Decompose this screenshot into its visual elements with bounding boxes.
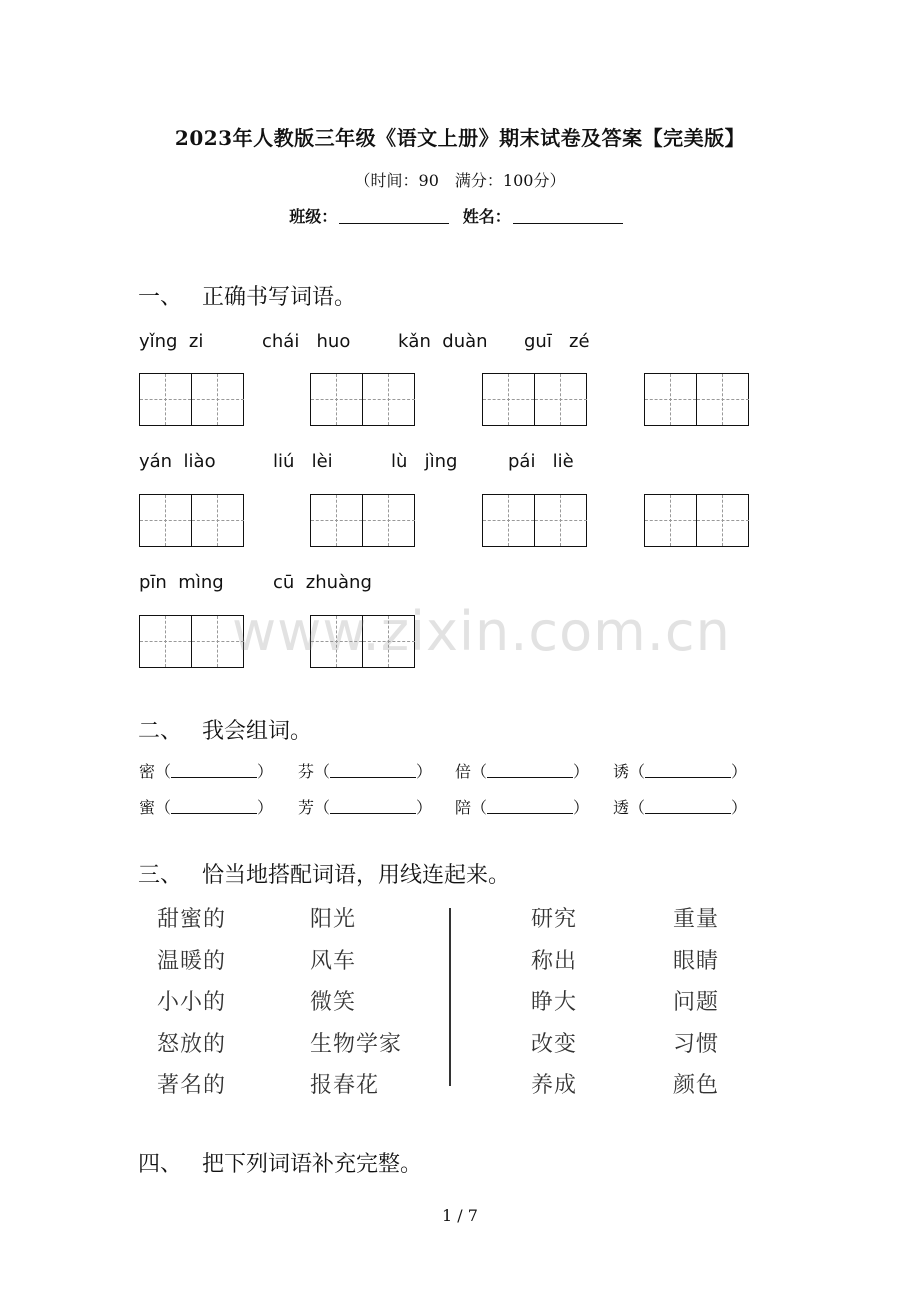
- section-3-heading: [138, 858, 510, 889]
- answer-blank[interactable]: [330, 763, 416, 778]
- answer-blank[interactable]: [487, 799, 573, 814]
- word-item: 透（ ）: [613, 798, 748, 817]
- writing-grid[interactable]: [310, 494, 415, 547]
- answer-blank[interactable]: [645, 799, 731, 814]
- match-word[interactable]: 风车: [310, 949, 357, 974]
- match-word[interactable]: 研究: [531, 907, 578, 932]
- section-1-number: 一、: [138, 285, 183, 310]
- match-word[interactable]: 温暖的: [157, 949, 227, 974]
- answer-blank[interactable]: [171, 799, 257, 814]
- match-word[interactable]: 微笑: [310, 990, 357, 1015]
- column-divider: [449, 908, 451, 1086]
- match-word[interactable]: 颜色: [673, 1073, 720, 1098]
- section-1-heading: [138, 280, 356, 311]
- pinyin-label: liú lèi: [273, 451, 333, 472]
- word-item: 陪（ ）: [455, 798, 590, 817]
- match-word[interactable]: 小小的: [157, 990, 227, 1015]
- section-4-heading: [138, 1147, 422, 1178]
- exam-info: （时间：90 满分：100分）: [354, 171, 566, 190]
- match-word[interactable]: 著名的: [157, 1073, 227, 1098]
- pinyin-label: lù jìng: [391, 451, 458, 472]
- match-word[interactable]: 眼睛: [673, 949, 720, 974]
- pinyin-label: guī zé: [524, 331, 590, 352]
- name-blank[interactable]: [513, 209, 623, 224]
- writing-grid[interactable]: [139, 494, 244, 547]
- word-item: 蜜（ ）: [139, 798, 274, 817]
- word-item: 密（ ）: [139, 762, 274, 781]
- writing-grid[interactable]: [482, 494, 587, 547]
- page-title: 2023年人教版三年级《语文上册》期末试卷及答案【完美版】: [174, 126, 746, 150]
- class-blank[interactable]: [339, 209, 449, 224]
- writing-grid[interactable]: [644, 373, 749, 426]
- section-4-title: 把下列词语补充完整。: [202, 1152, 423, 1177]
- answer-blank[interactable]: [487, 763, 573, 778]
- match-word[interactable]: 甜蜜的: [157, 907, 227, 932]
- pinyin-label: cū zhuàng: [273, 572, 372, 593]
- match-word[interactable]: 重量: [673, 907, 720, 932]
- word-item: 芳（ ）: [298, 798, 433, 817]
- class-label: 班级：: [289, 207, 338, 226]
- name-label: 姓名：: [462, 207, 511, 226]
- section-2-heading: [138, 714, 312, 745]
- writing-grid[interactable]: [139, 615, 244, 668]
- match-word[interactable]: 怒放的: [157, 1032, 227, 1057]
- pinyin-label: pīn mìng: [139, 572, 224, 593]
- pinyin-label: pái liè: [508, 451, 574, 472]
- answer-blank[interactable]: [171, 763, 257, 778]
- word-item: 倍（ ）: [455, 762, 590, 781]
- match-word[interactable]: 称出: [531, 949, 578, 974]
- watermark: www.zixin.com.cn: [232, 600, 731, 663]
- match-word[interactable]: 报春花: [310, 1073, 380, 1098]
- writing-grid[interactable]: [644, 494, 749, 547]
- answer-blank[interactable]: [330, 799, 416, 814]
- match-word[interactable]: 习惯: [673, 1032, 720, 1057]
- match-word[interactable]: 生物学家: [310, 1032, 403, 1057]
- pinyin-label: yán liào: [139, 451, 216, 472]
- match-word[interactable]: 养成: [531, 1073, 578, 1098]
- pinyin-label: chái huo: [262, 331, 351, 352]
- section-3-title: 恰当地搭配词语，用线连起来。: [202, 863, 511, 888]
- match-word[interactable]: 问题: [673, 990, 720, 1015]
- section-1-title: 正确书写词语。: [202, 285, 357, 310]
- writing-grid[interactable]: [139, 373, 244, 426]
- match-word[interactable]: 睁大: [531, 990, 578, 1015]
- section-2-title: 我会组词。: [202, 719, 313, 744]
- pinyin-label: yǐng zi: [139, 331, 204, 352]
- match-word[interactable]: 阳光: [310, 907, 357, 932]
- word-item: 芬（ ）: [298, 762, 433, 781]
- match-word[interactable]: 改变: [531, 1032, 578, 1057]
- page-number: 1 / 7: [442, 1206, 478, 1225]
- section-2-number: 二、: [138, 719, 183, 744]
- word-item: 诱（ ）: [613, 762, 748, 781]
- answer-blank[interactable]: [645, 763, 731, 778]
- section-3-number: 三、: [138, 863, 183, 888]
- pinyin-label: kǎn duàn: [398, 331, 488, 352]
- writing-grid[interactable]: [482, 373, 587, 426]
- writing-grid[interactable]: [310, 373, 415, 426]
- student-info-line: [0, 204, 920, 227]
- section-4-number: 四、: [138, 1152, 183, 1177]
